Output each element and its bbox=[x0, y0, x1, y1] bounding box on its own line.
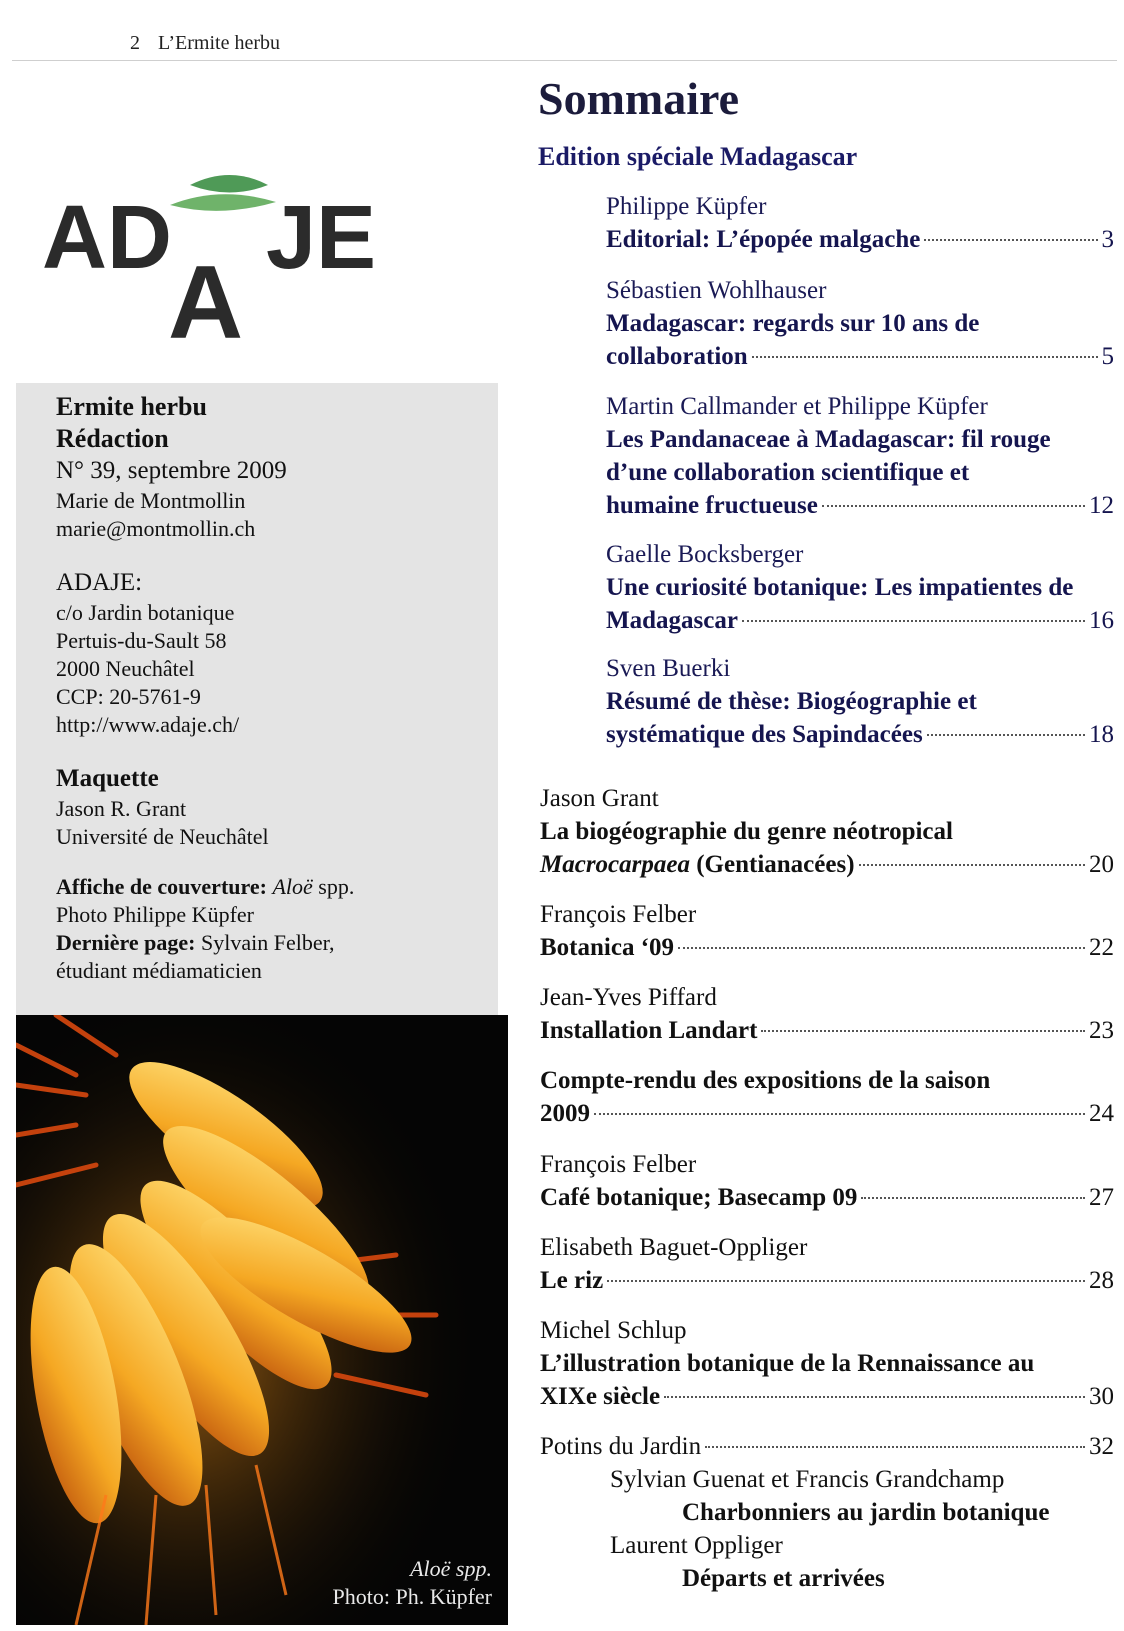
toc-title: Potins du Jardin bbox=[540, 1433, 702, 1460]
toc-author: Martin Callmander et Philippe Küpfer bbox=[606, 393, 988, 420]
toc-title-cont: 2009 bbox=[540, 1100, 590, 1127]
toc-author: Jean-Yves Piffard bbox=[540, 984, 717, 1011]
adaje-logo bbox=[40, 150, 420, 390]
toc-title-cont: humaine fructueuse bbox=[606, 492, 818, 519]
toc-sub-author-1: Sylvian Guenat et Francis Grandchamp bbox=[610, 1466, 1005, 1493]
toc-title-cont: collaboration bbox=[606, 343, 748, 370]
address-line-2: Pertuis-du-Sault 58 bbox=[56, 628, 227, 653]
toc-title: Les Pandanaceae à Madagascar: fil rouge bbox=[606, 426, 1051, 453]
toc-sub-title-2: Départs et arrivées bbox=[682, 1565, 885, 1592]
toc-author: Sven Buerki bbox=[606, 655, 731, 682]
toc-author: Elisabeth Baguet-Oppliger bbox=[540, 1234, 808, 1261]
toc-sub-author-2: Laurent Oppliger bbox=[610, 1532, 783, 1559]
maquette-org: Université de Neuchâtel bbox=[56, 824, 269, 849]
toc-page: 32 bbox=[1089, 1433, 1114, 1460]
cover-label: Affiche de couverture: bbox=[56, 874, 267, 899]
special-edition-heading: Edition spéciale Madagascar bbox=[538, 142, 858, 171]
toc-author: Michel Schlup bbox=[540, 1317, 687, 1344]
toc-title: Editorial: L’épopée malgache bbox=[606, 226, 921, 253]
issue-number: N° 39, septembre 2009 bbox=[56, 457, 287, 484]
logo-text-left: AD bbox=[42, 188, 172, 288]
toc-title: Compte-rendu des expositions de la saison bbox=[540, 1067, 991, 1094]
last-page-value: Sylvain Felber, bbox=[201, 930, 335, 955]
website-link[interactable]: http://www.adaje.ch/ bbox=[56, 712, 240, 737]
toc-heading: Sommaire bbox=[538, 73, 740, 124]
toc-title: Une curiosité botanique: Les impatientes de bbox=[606, 574, 1074, 601]
cover-value-rest: spp. bbox=[318, 874, 355, 899]
toc-author: Jason Grant bbox=[540, 785, 659, 812]
toc-entry-8[interactable] bbox=[540, 981, 1114, 1047]
toc-page: 5 bbox=[1101, 343, 1114, 370]
toc-entry-3[interactable] bbox=[606, 390, 1114, 522]
toc-title: Botanica ‘09 bbox=[540, 934, 675, 961]
toc-title: L’illustration botanique de la Rennaissance au bbox=[540, 1350, 1035, 1377]
toc-page: 27 bbox=[1089, 1184, 1114, 1211]
running-header bbox=[130, 32, 280, 55]
toc-page: 16 bbox=[1089, 607, 1114, 634]
header-rule bbox=[12, 60, 1117, 61]
toc-sub-title-1: Charbonniers au jardin botanique bbox=[682, 1499, 1050, 1526]
toc-page: 24 bbox=[1089, 1100, 1114, 1127]
toc-page: 18 bbox=[1089, 721, 1114, 748]
maquette-label: Maquette bbox=[56, 765, 159, 792]
toc-page: 3 bbox=[1101, 226, 1114, 253]
toc-title-italic: Macrocarpaea bbox=[540, 851, 690, 878]
toc-title: Le riz bbox=[540, 1267, 604, 1294]
toc-page: 12 bbox=[1089, 492, 1114, 519]
masthead-panel bbox=[16, 383, 498, 1015]
toc-author: Sébastien Wohlhauser bbox=[606, 277, 827, 304]
toc-page: 23 bbox=[1089, 1017, 1114, 1044]
toc-page: 30 bbox=[1089, 1383, 1114, 1410]
last-page-value-2: étudiant médiamaticien bbox=[56, 958, 262, 983]
toc-entry-2[interactable] bbox=[606, 274, 1114, 373]
toc-entry-5[interactable] bbox=[606, 652, 1114, 751]
editor-name: Marie de Montmollin bbox=[56, 488, 246, 513]
cover-photo-credit: Photo Philippe Küpfer bbox=[56, 902, 254, 927]
aloe-photo bbox=[16, 1015, 508, 1625]
logo-text-right: JE bbox=[266, 188, 377, 288]
toc-entry-12[interactable] bbox=[540, 1314, 1114, 1413]
toc-entry-7[interactable] bbox=[540, 898, 1114, 964]
adaje-label: ADAJE: bbox=[56, 569, 143, 596]
address-line-1: c/o Jardin botanique bbox=[56, 600, 235, 625]
toc-title-cont: XIXe siècle bbox=[540, 1383, 661, 1410]
toc-title: Café botanique; Basecamp 09 bbox=[540, 1184, 858, 1211]
toc-title: Madagascar: regards sur 10 ans de bbox=[606, 310, 980, 337]
toc-author: François Felber bbox=[540, 901, 697, 928]
photo-caption-species: Aloë spp. bbox=[410, 1556, 492, 1581]
toc-entry-10[interactable] bbox=[540, 1148, 1114, 1214]
toc-page: 28 bbox=[1089, 1267, 1114, 1294]
toc-page: 22 bbox=[1089, 934, 1114, 961]
toc-author: Philippe Küpfer bbox=[606, 193, 767, 220]
toc-title: La biogéographie du genre néotropical bbox=[540, 818, 953, 845]
ccp-number: CCP: 20-5761-9 bbox=[56, 684, 201, 709]
aloe-flower-illustration bbox=[16, 1015, 508, 1625]
cover-value: Aloë bbox=[272, 874, 313, 899]
toc-author: Gaelle Bocksberger bbox=[606, 541, 804, 568]
toc-entry-11[interactable] bbox=[540, 1231, 1114, 1297]
toc-title-cont: d’une collaboration scientifique et bbox=[606, 459, 970, 486]
toc-title-cont: systématique des Sapindacées bbox=[606, 721, 923, 748]
redaction-label: Rédaction bbox=[56, 424, 169, 453]
toc-title-cont: Madagascar bbox=[606, 607, 738, 634]
last-page-label: Dernière page: bbox=[56, 930, 196, 955]
toc-title: Résumé de thèse: Biogéographie et bbox=[606, 688, 977, 715]
toc-title-cont: (Gentianacées) bbox=[696, 851, 855, 878]
logo-text-mid: A bbox=[168, 245, 244, 361]
editor-email[interactable]: marie@montmollin.ch bbox=[56, 516, 256, 541]
toc-title: Installation Landart bbox=[540, 1017, 758, 1044]
address-line-3: 2000 Neuchâtel bbox=[56, 656, 195, 681]
toc-entry-4[interactable] bbox=[606, 538, 1114, 637]
toc-author: François Felber bbox=[540, 1151, 697, 1178]
toc-page: 20 bbox=[1089, 851, 1114, 878]
photo-caption-credit: Photo: Ph. Küpfer bbox=[332, 1584, 492, 1609]
masthead-title: Ermite herbu bbox=[56, 392, 207, 421]
toc-entry-9[interactable] bbox=[540, 1064, 1114, 1130]
journal-name: L’Ermite herbu bbox=[158, 32, 281, 54]
toc-entry-13[interactable] bbox=[540, 1430, 1114, 1595]
photo-caption bbox=[333, 1555, 493, 1611]
page-number: 2 bbox=[130, 32, 140, 54]
maquette-name: Jason R. Grant bbox=[56, 796, 187, 821]
toc-entry-6[interactable] bbox=[540, 782, 1114, 881]
toc-entry-1[interactable] bbox=[606, 190, 1114, 256]
